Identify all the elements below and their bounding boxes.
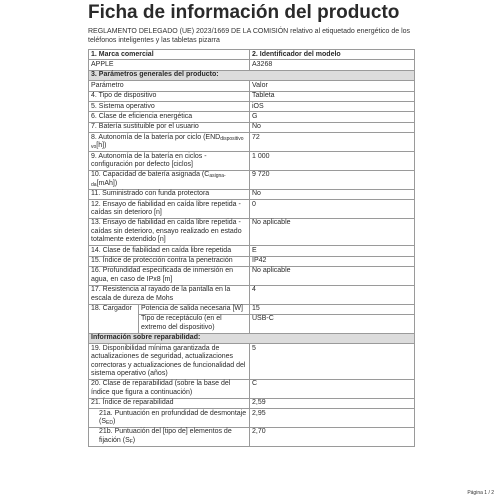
- model-value: A3268: [250, 60, 415, 70]
- param-value: G: [250, 112, 415, 122]
- param-label: 8. Autonomía de la batería por ciclo ($END_{dispositivo}$ $_{vo}$[h]): [89, 133, 250, 152]
- table-row: [89, 60, 415, 70]
- page-number: Página 1 / 2: [467, 490, 494, 496]
- charger-param-value: 15: [250, 304, 415, 314]
- param-label: 21b. Puntuación del [tipo de] elementos de fijación $(S_F)$: [89, 427, 250, 446]
- param-label: 6. Clase de eficiencia energética: [89, 112, 250, 122]
- table-row: [89, 122, 415, 132]
- param-value: No aplicable: [250, 266, 415, 285]
- brand-label: 1. Marca comercial: [89, 50, 250, 60]
- table-row: [89, 112, 415, 122]
- param-value: E: [250, 246, 415, 256]
- charger-param-label: Tipo de receptáculo (en el extremo del dispositivo): [139, 314, 250, 333]
- table-row: [89, 200, 415, 219]
- table-row: [89, 285, 415, 304]
- section-header-row: [89, 333, 415, 343]
- param-value: 2,95: [250, 409, 415, 428]
- param-label: 21. Índice de reparabilidad: [89, 398, 250, 408]
- table-row: [89, 304, 415, 314]
- param-label: 11. Suministrado con funda protectora: [89, 189, 250, 199]
- charger-param-label: Potencia de salida necesaria [W]: [139, 304, 250, 314]
- param-value: 2,70: [250, 427, 415, 446]
- regulation-subtitle: REGLAMENTO DELEGADO (UE) 2023/1669 DE LA COMISIÓN relativo al etiquetado energético de los teléfonos inteligentes y las tabletas pizarra: [88, 28, 411, 44]
- param-label: 12. Ensayo de fiabilidad en caída libre repetida - caídas sin deterioro [n]: [89, 200, 250, 219]
- page-title: Ficha de información del producto: [88, 2, 400, 23]
- table-row: [89, 379, 415, 398]
- param-label: 16. Profundidad especificada de inmersión en agua, en caso de IPx8 [m]: [89, 266, 250, 285]
- param-label: 5. Sistema operativo: [89, 102, 250, 112]
- param-label: 4. Tipo de dispositivo: [89, 91, 250, 101]
- table-row: [89, 246, 415, 256]
- param-value: 4: [250, 285, 415, 304]
- table-row: [89, 427, 415, 446]
- param-label: 21a. Puntuación en profundidad de desmontaje $(S_{ED})$: [89, 409, 250, 428]
- section-header-row: [89, 70, 415, 80]
- param-value: IP42: [250, 256, 415, 266]
- param-value: Tableta: [250, 91, 415, 101]
- param-label: 15. Índice de protección contra la penetración: [89, 256, 250, 266]
- param-value: 1 000: [250, 152, 415, 171]
- table-row: [89, 266, 415, 285]
- param-value: 9 720: [250, 170, 415, 189]
- param-column-header: Parámetro: [89, 81, 250, 91]
- param-value: 2,59: [250, 398, 415, 408]
- param-label: 20. Clase de reparabilidad (sobre la base del índice que figura a continuación): [89, 379, 250, 398]
- param-label: 13. Ensayo de fiabilidad en caída libre repetida - caídas sin deterioro, ensayo realizado en estado totalmente extendido [n]: [89, 218, 250, 245]
- charger-param-value: USB-C: [250, 314, 415, 333]
- brand-value: APPLE: [89, 60, 250, 70]
- param-value: 72: [250, 133, 415, 152]
- param-label: 14. Clase de fiabilidad en caída libre repetida: [89, 246, 250, 256]
- param-value: 5: [250, 344, 415, 380]
- table-row: [89, 133, 415, 152]
- repair-info-header: Información sobre reparabilidad:: [89, 333, 415, 343]
- param-label: 10. Capacidad de batería asignada ($C_{asigna-}$ $_{da}$[mAh]): [89, 170, 250, 189]
- param-label: 9. Autonomía de la batería en ciclos - configuración por defecto [ciclos]: [89, 152, 250, 171]
- table-row: [89, 398, 415, 408]
- table-row: [89, 91, 415, 101]
- table-row: [89, 50, 415, 60]
- table-row: [89, 189, 415, 199]
- charger-label: 18. Cargador: [89, 304, 139, 333]
- table-row: [89, 102, 415, 112]
- general-params-header: 3. Parámetros generales del producto:: [89, 70, 415, 80]
- product-info-sheet: [88, 0, 414, 447]
- table-row: [89, 152, 415, 171]
- param-value: C: [250, 379, 415, 398]
- table-row: [89, 256, 415, 266]
- param-value: iOS: [250, 102, 415, 112]
- param-value: No: [250, 189, 415, 199]
- table-row: [89, 344, 415, 380]
- param-value: No: [250, 122, 415, 132]
- param-label: 17. Resistencia al rayado de la pantalla en la escala de dureza de Mohs: [89, 285, 250, 304]
- product-table: [88, 49, 415, 447]
- model-label: 2. Identificador del modelo: [250, 50, 415, 60]
- table-row: [89, 409, 415, 428]
- param-value: No aplicable: [250, 218, 415, 245]
- table-row: [89, 218, 415, 245]
- param-value: 0: [250, 200, 415, 219]
- param-label: 19. Disponibilidad mínima garantizada de actualizaciones de seguridad, actualizaciones correctoras y actualizaciones de funcionalidad del sistema operativo (años): [89, 344, 250, 380]
- param-label: 7. Batería sustituible por el usuario: [89, 122, 250, 132]
- table-row: [89, 81, 415, 91]
- table-row: [89, 170, 415, 189]
- value-column-header: Valor: [250, 81, 415, 91]
